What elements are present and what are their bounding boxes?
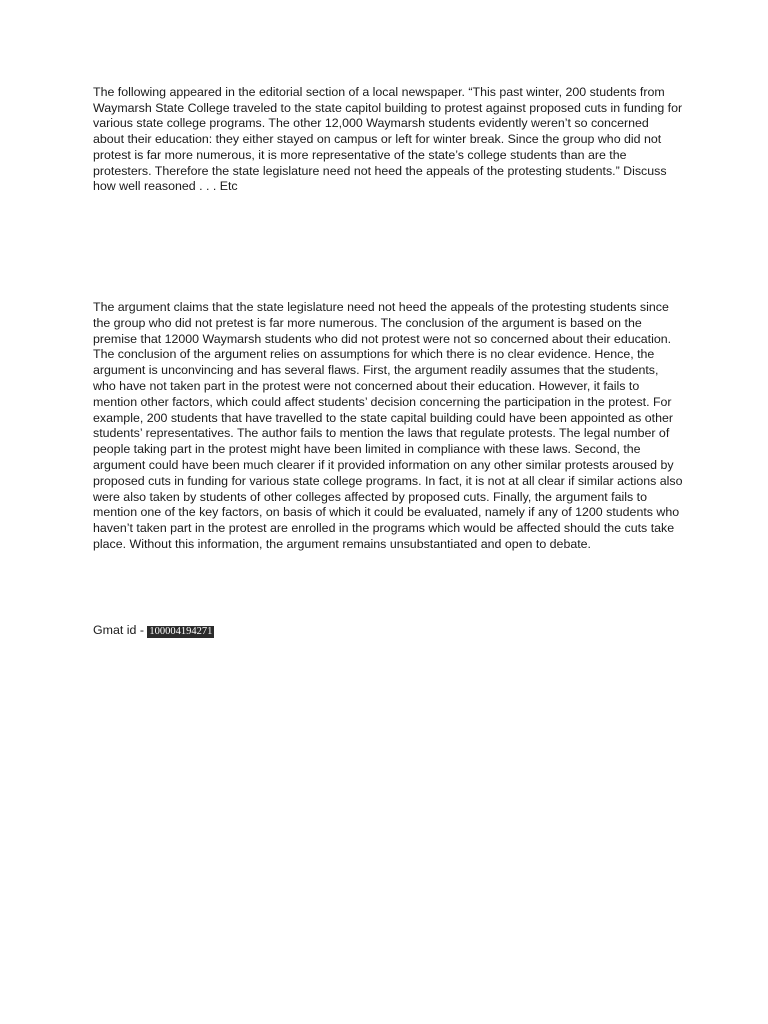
- essay-prompt: The following appeared in the editorial section of a local newspaper. “This past winter, 200 students from Waymarsh State College traveled to the state capitol building to protest against proposed cuts in funding for various state college programs. The other 12,000 Waymarsh students evidently weren’t so concerned about their education: they either stayed on campus or left for winter break. Since the group who did not protest is far more numerous, it is more representative of the state’s college students than are the protesters. Therefore the state legislature need not heed the appeals of the protesting students.” Discuss how well reasoned . . . Etc: [93, 85, 683, 194]
- essay-response: The argument claims that the state legislature need not heed the appeals of the protesting students since the group who did not pretest is far more numerous. The conclusion of the argument is based on the premise that 12000 Waymarsh students who did not protest were not so concerned about their education. The conclusion of the argument relies on assumptions for which there is no clear evidence. Hence, the argument is unconvincing and has several flaws. First, the argument readily assumes that the students, who have not taken part in the protest were not concerned about their education. However, it fails to mention other factors, which could affect students’ decision concerning the participation in the protest. For example, 200 students that have travelled to the state capital building could have been appointed as other students’ representatives. The author fails to mention the laws that regulate protests. The legal number of people taking part in the protest might have been limited in compliance with these laws. Second, the argument could have been much clearer if it provided information on any other similar protests aroused by proposed cuts in funding for various state college programs. In fact, it is not at all clear if similar actions also were also taken by students of other colleges affected by proposed cuts. Finally, the argument fails to mention one of the key factors, on basis of which it could be evaluated, namely if any of 1200 students who haven’t taken part in the protest are enrolled in the programs which would be affected should the cuts take place. Without this information, the argument remains unsubstantiated and open to debate.: [93, 300, 683, 551]
- gmat-id-line: [93, 622, 214, 638]
- gmat-id-label: Gmat id -: [93, 623, 148, 637]
- gmat-id-value: 100004194271: [149, 626, 213, 637]
